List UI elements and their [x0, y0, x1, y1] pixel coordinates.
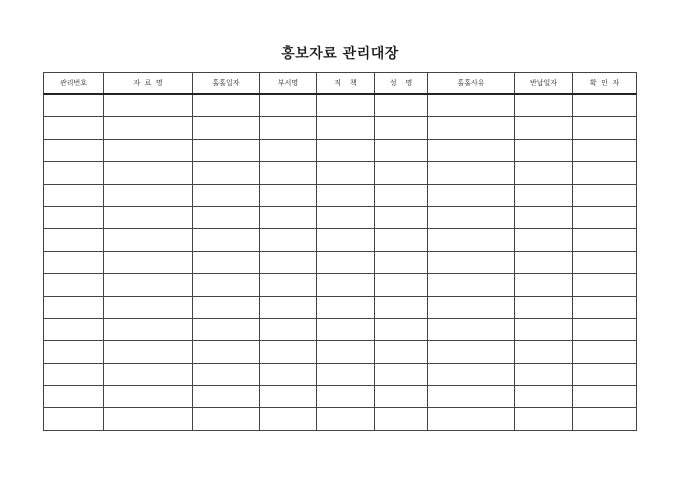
table-cell [104, 363, 193, 385]
table-cell [317, 408, 375, 430]
table-cell [44, 251, 104, 273]
table-cell [428, 296, 515, 318]
table-cell [104, 296, 193, 318]
table-cell [428, 274, 515, 296]
table-cell [193, 251, 260, 273]
table-cell [573, 251, 637, 273]
table-cell [44, 274, 104, 296]
table-cell [375, 251, 428, 273]
table-cell [104, 274, 193, 296]
table-cell [428, 139, 515, 161]
table-cell [428, 408, 515, 430]
table-cell [260, 341, 317, 363]
table-cell [260, 117, 317, 139]
table-cell [375, 296, 428, 318]
table-cell [260, 139, 317, 161]
column-header-checkout-reason: 홀홀사유 [428, 73, 515, 95]
table-cell [44, 386, 104, 408]
table-cell [104, 386, 193, 408]
table-cell [193, 94, 260, 117]
column-header-checkout-date: 홀홀일자 [193, 73, 260, 95]
table-cell [317, 94, 375, 117]
table-cell [573, 139, 637, 161]
table-cell [573, 341, 637, 363]
table-cell [317, 184, 375, 206]
table-cell [515, 408, 573, 430]
column-header-name: 성 명 [375, 73, 428, 95]
table-cell [375, 408, 428, 430]
table-cell [428, 162, 515, 184]
ledger-table [43, 72, 637, 431]
table-row [44, 206, 637, 228]
table-cell [573, 386, 637, 408]
table-cell [193, 206, 260, 228]
table-cell [515, 363, 573, 385]
table-cell [428, 251, 515, 273]
table-cell [375, 386, 428, 408]
table-cell [193, 162, 260, 184]
table-cell [573, 184, 637, 206]
table-cell [317, 386, 375, 408]
table-cell [573, 274, 637, 296]
table-cell [193, 408, 260, 430]
table-cell [428, 229, 515, 251]
column-header-confirmer: 확 인 자 [573, 73, 637, 95]
table-cell [260, 251, 317, 273]
table-row [44, 296, 637, 318]
table-cell [104, 229, 193, 251]
table-cell [375, 274, 428, 296]
table-cell [104, 94, 193, 117]
table-cell [428, 341, 515, 363]
table-cell [44, 318, 104, 340]
column-header-return-date: 반납일자 [515, 73, 573, 95]
table-cell [260, 386, 317, 408]
table-cell [375, 139, 428, 161]
table-cell [104, 139, 193, 161]
table-cell [193, 139, 260, 161]
table-cell [104, 206, 193, 228]
table-row [44, 162, 637, 184]
table-cell [193, 341, 260, 363]
table-row [44, 251, 637, 273]
table-cell [317, 341, 375, 363]
table-cell [573, 162, 637, 184]
table-cell [104, 318, 193, 340]
table-cell [260, 274, 317, 296]
table-cell [428, 318, 515, 340]
table-cell [44, 139, 104, 161]
table-cell [375, 184, 428, 206]
table-cell [515, 94, 573, 117]
column-header-material-name: 자 료 명 [104, 73, 193, 95]
table-row [44, 408, 637, 430]
table-cell [515, 162, 573, 184]
table-cell [317, 296, 375, 318]
table-cell [317, 162, 375, 184]
table-cell [515, 251, 573, 273]
table-cell [44, 341, 104, 363]
table-row [44, 341, 637, 363]
table-cell [317, 274, 375, 296]
table-cell [193, 386, 260, 408]
table-row [44, 386, 637, 408]
table-cell [375, 94, 428, 117]
table-cell [260, 408, 317, 430]
table-cell [260, 363, 317, 385]
table-row [44, 184, 637, 206]
table-cell [515, 206, 573, 228]
table-cell [375, 229, 428, 251]
table-cell [104, 251, 193, 273]
table-cell [375, 341, 428, 363]
table-cell [573, 318, 637, 340]
table-cell [193, 318, 260, 340]
table-cell [44, 229, 104, 251]
table-cell [317, 117, 375, 139]
table-cell [428, 206, 515, 228]
ledger-body [44, 94, 637, 430]
table-cell [375, 162, 428, 184]
table-cell [260, 206, 317, 228]
table-cell [44, 117, 104, 139]
table-cell [573, 117, 637, 139]
table-cell [375, 318, 428, 340]
column-header-department: 부서명 [260, 73, 317, 95]
table-cell [104, 117, 193, 139]
table-row [44, 139, 637, 161]
table-cell [317, 363, 375, 385]
table-cell [515, 229, 573, 251]
table-cell [317, 229, 375, 251]
table-cell [317, 251, 375, 273]
table-cell [260, 318, 317, 340]
table-cell [44, 162, 104, 184]
table-cell [104, 408, 193, 430]
table-cell [193, 274, 260, 296]
table-cell [193, 229, 260, 251]
table-cell [260, 94, 317, 117]
table-cell [573, 408, 637, 430]
table-cell [573, 296, 637, 318]
table-cell [260, 296, 317, 318]
table-cell [573, 206, 637, 228]
table-row [44, 363, 637, 385]
table-row [44, 274, 637, 296]
table-cell [515, 117, 573, 139]
table-cell [428, 94, 515, 117]
column-header-position: 직 책 [317, 73, 375, 95]
table-cell [193, 363, 260, 385]
table-cell [515, 341, 573, 363]
table-cell [375, 363, 428, 385]
table-cell [44, 363, 104, 385]
table-cell [317, 139, 375, 161]
table-cell [317, 206, 375, 228]
table-cell [104, 184, 193, 206]
table-cell [428, 184, 515, 206]
table-row [44, 318, 637, 340]
table-cell [515, 274, 573, 296]
table-cell [44, 184, 104, 206]
table-cell [515, 318, 573, 340]
table-cell [573, 94, 637, 117]
table-cell [104, 162, 193, 184]
table-cell [260, 162, 317, 184]
table-cell [44, 206, 104, 228]
table-cell [515, 184, 573, 206]
table-cell [317, 318, 375, 340]
table-row [44, 94, 637, 117]
table-cell [260, 184, 317, 206]
table-cell [573, 229, 637, 251]
table-cell [515, 386, 573, 408]
table-cell [44, 408, 104, 430]
table-cell [260, 229, 317, 251]
table-cell [193, 184, 260, 206]
table-cell [104, 341, 193, 363]
page-title: 홍보자료 관리대장 [281, 46, 399, 62]
table-cell [428, 117, 515, 139]
header-row [44, 73, 637, 95]
table-cell [44, 296, 104, 318]
table-row [44, 229, 637, 251]
table-cell [375, 206, 428, 228]
table-row [44, 117, 637, 139]
table-cell [428, 386, 515, 408]
table-cell [375, 117, 428, 139]
column-header-management-number: 관리번호 [44, 73, 104, 95]
table-cell [573, 363, 637, 385]
table-cell [193, 117, 260, 139]
table-cell [193, 296, 260, 318]
table-cell [515, 139, 573, 161]
table-cell [428, 363, 515, 385]
table-cell [515, 296, 573, 318]
table-cell [44, 94, 104, 117]
